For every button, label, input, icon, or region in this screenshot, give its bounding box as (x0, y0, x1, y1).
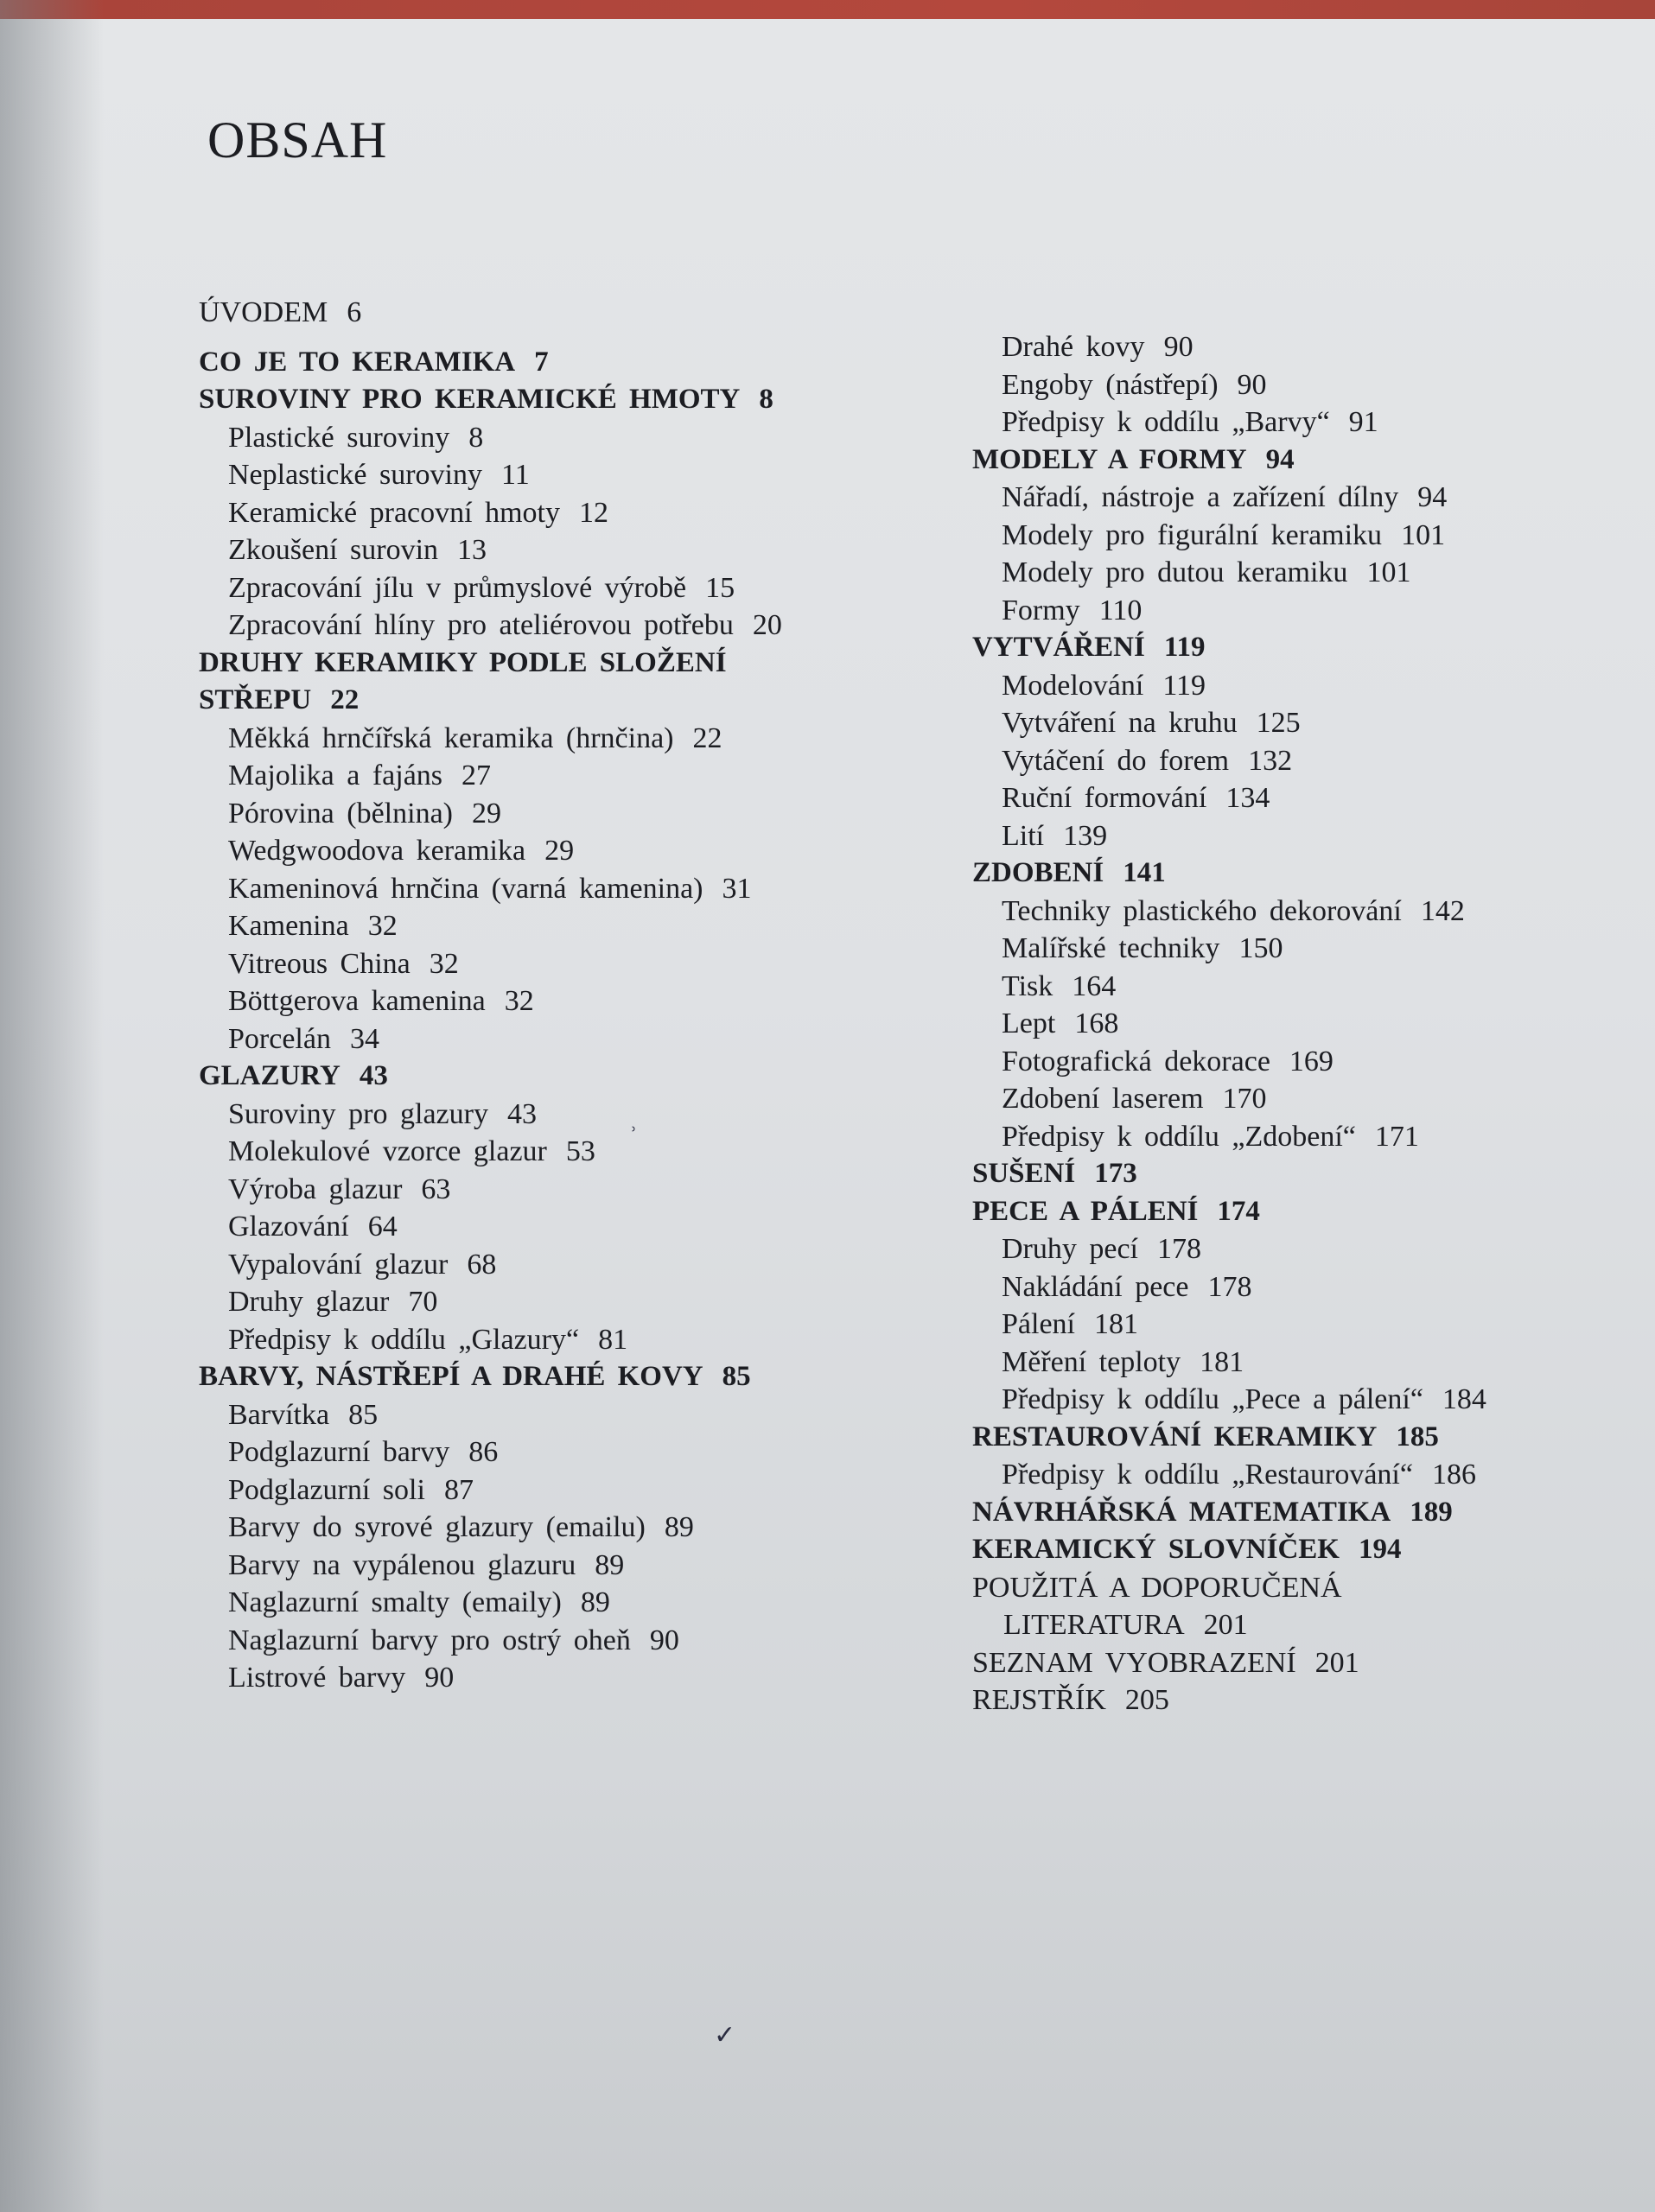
toc-entry (199, 1020, 873, 1058)
toc-entry-page-number: 34 (349, 1022, 379, 1055)
toc-entry-label: Modelování (1002, 669, 1144, 702)
toc-entry (199, 494, 873, 532)
toc-entry-label: Suroviny pro glazury (228, 1097, 488, 1130)
toc-entry (199, 419, 873, 457)
toc-entry-page-number: 89 (664, 1511, 694, 1543)
toc-entry (972, 1456, 1577, 1494)
toc-entry-label: PECE A PÁLENÍ (972, 1195, 1199, 1227)
toc-entry (972, 328, 1577, 366)
toc-entry (199, 1509, 873, 1547)
toc-entry-page-number: 205 (1124, 1684, 1169, 1716)
toc-entry-page-number: 171 (1374, 1120, 1419, 1153)
toc-entry-page-number: 90 (1163, 331, 1194, 363)
toc-entry-label: DRUHY KERAMIKY PODLE SLOŽENÍ (199, 646, 727, 678)
toc-entry-label: Naglazurní smalty (emaily) (228, 1586, 562, 1618)
toc-entry-page-number: 7 (534, 346, 549, 378)
toc-entry-label: SUROVINY PRO KERAMICKÉ HMOTY (199, 384, 741, 415)
toc-entry (972, 1419, 1577, 1457)
toc-entry (199, 832, 873, 870)
toc-entry-page-number: 201 (1314, 1646, 1359, 1679)
toc-entry-page-number: 22 (692, 721, 722, 754)
toc-entry (972, 366, 1577, 404)
toc-entry-page-number: 68 (467, 1248, 497, 1281)
toc-entry (972, 1531, 1577, 1569)
toc-entry (972, 1569, 1577, 1607)
toc-entry (199, 1622, 873, 1660)
toc-entry-page-number: 186 (1431, 1459, 1476, 1491)
toc-entry-label: Pálení (1002, 1308, 1075, 1340)
toc-entry-page-number: 43 (506, 1097, 537, 1130)
toc-entry-page-number: 194 (1358, 1534, 1402, 1565)
toc-entry (199, 1246, 873, 1284)
toc-entry-page-number: 101 (1401, 518, 1446, 551)
toc-entry (972, 442, 1577, 480)
toc-entry (199, 682, 873, 720)
toc-entry-label: RESTAUROVÁNÍ KERAMIKY (972, 1421, 1378, 1452)
toc-entry (972, 479, 1577, 517)
toc-entry-page-number: 20 (752, 609, 782, 641)
toc-entry-page-number: 86 (468, 1436, 499, 1468)
toc-entry-label: Majolika a fajáns (228, 760, 443, 791)
toc-entry (199, 1584, 873, 1622)
toc-entry-label: Předpisy k oddílu „Pece a pálení“ (1002, 1383, 1423, 1415)
toc-entry-page-number: 189 (1410, 1496, 1453, 1528)
toc-entry-page-number: 178 (1157, 1233, 1202, 1265)
toc-entry-label: Ruční formování (1002, 782, 1207, 814)
toc-entry-label: ÚVODEM (199, 296, 328, 328)
toc-entry (972, 1080, 1577, 1118)
toc-entry-page-number: 27 (461, 760, 492, 791)
toc-entry-label: Vytáčení do forem (1002, 744, 1230, 777)
toc-entry (199, 1547, 873, 1585)
toc-entry (972, 1155, 1577, 1193)
toc-entry-label: Barvy na vypálenou glazuru (228, 1548, 576, 1581)
toc-entry-page-number: 184 (1442, 1383, 1486, 1415)
toc-entry-page-number: 63 (421, 1173, 451, 1205)
toc-entry-label: Zpracování jílu v průmyslové výrobě (228, 571, 687, 604)
toc-entry-label: Vytváření na kruhu (1002, 707, 1238, 739)
toc-entry-page-number: 90 (649, 1624, 679, 1656)
toc-entry (972, 592, 1577, 630)
toc-entry-label: Podglazurní barvy (228, 1436, 450, 1468)
toc-entry-page-number: 6 (347, 296, 362, 328)
toc-entry-label: Pórovina (bělnina) (228, 797, 453, 830)
toc-entry-page-number: 87 (443, 1473, 474, 1506)
toc-entry-page-number: 119 (1162, 669, 1206, 702)
toc-entry-page-number: 70 (408, 1286, 438, 1318)
toc-entry-page-number: 91 (1348, 406, 1378, 438)
toc-entry-label: REJSTŘÍK (972, 1684, 1106, 1716)
toc-entry-label: Kameninová hrnčina (varná kamenina) (228, 872, 703, 905)
toc-entry-page-number: 101 (1366, 556, 1411, 588)
toc-entry (199, 1471, 873, 1510)
toc-entry-page-number: 81 (598, 1323, 628, 1356)
toc-entry-label: Druhy pecí (1002, 1233, 1139, 1265)
toc-entry (199, 1133, 873, 1171)
toc-entry (199, 294, 873, 332)
toc-entry-page-number: 110 (1098, 594, 1143, 626)
toc-entry-label: Měkká hrnčířská keramika (hrnčina) (228, 721, 674, 754)
toc-entry (199, 1171, 873, 1209)
toc-entry-label: Engoby (nástřepí) (1002, 368, 1219, 401)
toc-entry-page-number: 201 (1203, 1609, 1248, 1641)
toc-entry (972, 968, 1577, 1006)
toc-entry-page-number: 139 (1063, 819, 1108, 852)
toc-entry (199, 456, 873, 494)
toc-entry (199, 1096, 873, 1134)
toc-entry-page-number: 181 (1093, 1308, 1138, 1340)
toc-entry (199, 907, 873, 945)
pen-tick-mark: ✓ (714, 2021, 736, 2050)
toc-entry (199, 720, 873, 758)
toc-entry (972, 1043, 1577, 1081)
toc-left-column (199, 294, 873, 1697)
toc-entry-page-number: 15 (705, 571, 735, 604)
toc-entry (972, 893, 1577, 931)
toc-entry-label: Lept (1002, 1007, 1056, 1039)
toc-entry-label: GLAZURY (199, 1060, 341, 1091)
toc-entry (972, 1193, 1577, 1231)
toc-entry-label: CO JE TO KERAMIKA (199, 346, 516, 378)
toc-entry (199, 1208, 873, 1246)
toc-entry-page-number: 168 (1074, 1007, 1119, 1039)
toc-entry-label: Barvy do syrové glazury (emailu) (228, 1511, 646, 1543)
pen-mark: ˒ (629, 1110, 638, 1139)
book-cover-edge (0, 0, 1655, 19)
toc-entry (199, 645, 873, 683)
toc-entry-label: Zdobení laserem (1002, 1083, 1204, 1115)
toc-entry-page-number: 119 (1163, 632, 1206, 663)
toc-entry (199, 569, 873, 607)
toc-entry-page-number: 141 (1123, 857, 1166, 888)
toc-entry (199, 344, 873, 382)
page-shadow (0, 0, 104, 2212)
toc-entry (972, 517, 1577, 555)
toc-entry-page-number: 85 (348, 1398, 379, 1431)
toc-entry-page-number: 64 (367, 1211, 398, 1243)
toc-entry (972, 404, 1577, 442)
toc-entry-page-number: 32 (429, 947, 459, 980)
toc-entry-page-number: 181 (1200, 1345, 1244, 1378)
toc-entry-label: Drahé kovy (1002, 331, 1145, 363)
toc-entry-page-number: 185 (1396, 1421, 1439, 1452)
toc-entry (972, 1005, 1577, 1043)
toc-entry (199, 982, 873, 1020)
toc-entry-page-number: 8 (468, 421, 484, 454)
toc-entry (199, 1058, 873, 1096)
toc-entry (972, 1118, 1577, 1156)
toc-entry-label: Neplastické suroviny (228, 459, 482, 491)
toc-entry-label: Modely pro figurální keramiku (1002, 518, 1383, 551)
toc-entry-label: Barvítka (228, 1398, 330, 1431)
toc-entry (972, 1606, 1577, 1644)
toc-entry-label: Molekulové vzorce glazur (228, 1135, 547, 1167)
toc-entry (972, 817, 1577, 855)
toc-entry-page-number: 29 (544, 835, 575, 867)
toc-entry (972, 629, 1577, 667)
toc-entry (972, 1344, 1577, 1382)
toc-entry-page-number: 32 (504, 985, 534, 1017)
toc-entry-page-number: 31 (722, 872, 752, 905)
toc-entry (972, 1230, 1577, 1268)
toc-entry-label: Porcelán (228, 1022, 331, 1055)
toc-entry-label: Modely pro dutou keramiku (1002, 556, 1348, 588)
toc-entry-label: Předpisy k oddílu „Barvy“ (1002, 406, 1330, 438)
toc-entry-label: SEZNAM VYOBRAZENÍ (972, 1646, 1296, 1679)
toc-entry-label: STŘEPU (199, 684, 312, 715)
toc-entry (199, 1396, 873, 1434)
toc-entry (199, 607, 873, 645)
toc-entry (972, 1494, 1577, 1532)
toc-entry-label: Plastické suroviny (228, 421, 450, 454)
toc-entry-page-number: 11 (501, 459, 530, 491)
toc-entry (972, 1381, 1577, 1419)
toc-entry-label: Naglazurní barvy pro ostrý oheň (228, 1624, 631, 1656)
toc-entry (972, 704, 1577, 742)
toc-entry (972, 1681, 1577, 1719)
toc-entry-page-number: 85 (722, 1361, 751, 1392)
toc-entry-page-number: 173 (1094, 1158, 1137, 1189)
toc-entry-label: Druhy glazur (228, 1286, 390, 1318)
toc-entry-label: ZDOBENÍ (972, 857, 1104, 888)
toc-entry-label: Lití (1002, 819, 1045, 852)
toc-entry-page-number: 134 (1225, 782, 1270, 814)
toc-entry-label: Formy (1002, 594, 1080, 626)
toc-entry-page-number: 12 (578, 496, 608, 529)
toc-entry (972, 742, 1577, 780)
toc-entry-page-number: 94 (1265, 443, 1295, 475)
toc-entry (972, 1306, 1577, 1344)
toc-entry-label: KERAMICKÝ SLOVNÍČEK (972, 1534, 1340, 1565)
toc-entry-label: Vypalování glazur (228, 1248, 449, 1281)
toc-entry (199, 870, 873, 908)
toc-entry-label: Výroba glazur (228, 1173, 403, 1205)
toc-entry (972, 1268, 1577, 1306)
toc-entry-label: BARVY, NÁSTŘEPÍ A DRAHÉ KOVY (199, 1361, 703, 1392)
toc-entry-page-number: 13 (457, 534, 487, 566)
toc-entry-page-number: 169 (1289, 1045, 1334, 1077)
toc-entry (199, 757, 873, 795)
toc-entry-label: Tisk (1002, 969, 1053, 1002)
toc-entry-label: LITERATURA (1003, 1609, 1185, 1641)
toc-entry-page-number: 94 (1417, 481, 1448, 513)
toc-entry (199, 1321, 873, 1359)
toc-entry (199, 1283, 873, 1321)
toc-entry-label: Listrové barvy (228, 1662, 406, 1694)
toc-right-column (972, 328, 1577, 1719)
toc-entry (199, 1433, 873, 1471)
toc-entry-label: Keramické pracovní hmoty (228, 496, 560, 529)
toc-entry-label: Zkoušení surovin (228, 534, 439, 566)
toc-entry-page-number: 32 (367, 910, 398, 942)
toc-entry-label: Fotografická dekorace (1002, 1045, 1270, 1077)
toc-entry (199, 381, 873, 419)
toc-entry-label: Nakládání pece (1002, 1270, 1189, 1303)
toc-entry-label: Wedgwoodova keramika (228, 835, 526, 867)
toc-entry-label: POUŽITÁ A DOPORUČENÁ (972, 1571, 1342, 1604)
toc-entry-page-number: 8 (759, 384, 773, 415)
toc-entry (972, 855, 1577, 893)
toc-entry-label: Předpisy k oddílu „Glazury“ (228, 1323, 580, 1356)
toc-entry-page-number: 178 (1207, 1270, 1252, 1303)
toc-entry-page-number: 164 (1072, 969, 1117, 1002)
toc-entry-label: SUŠENÍ (972, 1158, 1076, 1189)
toc-entry-label: Kamenina (228, 910, 349, 942)
toc-entry-page-number: 125 (1256, 707, 1301, 739)
toc-entry-label: Böttgerova kamenina (228, 985, 486, 1017)
toc-entry-label: Malířské techniky (1002, 932, 1220, 964)
toc-entry-page-number: 170 (1222, 1083, 1267, 1115)
toc-entry (972, 1644, 1577, 1682)
toc-entry (199, 1659, 873, 1697)
toc-entry-label: Zpracování hlíny pro ateliérovou potřebu (228, 609, 734, 641)
toc-entry-label: VYTVÁŘENÍ (972, 632, 1145, 663)
toc-entry (199, 945, 873, 983)
toc-entry (199, 1358, 873, 1396)
toc-entry-label: MODELY A FORMY (972, 443, 1247, 475)
toc-entry-page-number: 90 (424, 1662, 455, 1694)
toc-entry-label: Podglazurní soli (228, 1473, 425, 1506)
toc-entry-label: Nářadí, nástroje a zařízení dílny (1002, 481, 1399, 513)
toc-entry (972, 554, 1577, 592)
toc-entry-label: Předpisy k oddílu „Restaurování“ (1002, 1459, 1413, 1491)
toc-entry-page-number: 90 (1237, 368, 1267, 401)
toc-entry-page-number: 174 (1217, 1195, 1260, 1227)
toc-entry-label: Glazování (228, 1211, 349, 1243)
toc-entry-page-number: 89 (580, 1586, 610, 1618)
toc-entry-label: Předpisy k oddílu „Zdobení“ (1002, 1120, 1356, 1153)
toc-entry-page-number: 89 (595, 1548, 625, 1581)
toc-entry-label: Měření teploty (1002, 1345, 1181, 1378)
toc-entry-page-number: 22 (330, 684, 360, 715)
toc-entry (199, 531, 873, 569)
toc-entry-page-number: 43 (359, 1060, 388, 1091)
toc-entry-label: Techniky plastického dekorování (1002, 894, 1402, 927)
toc-entry (972, 779, 1577, 817)
toc-entry-page-number: 132 (1248, 744, 1293, 777)
toc-entry-page-number: 29 (472, 797, 501, 830)
toc-entry-page-number: 150 (1238, 932, 1283, 964)
toc-entry-label: NÁVRHÁŘSKÁ MATEMATIKA (972, 1496, 1391, 1528)
toc-entry (199, 795, 873, 833)
toc-entry-label: Vitreous China (228, 947, 411, 980)
toc-entry (972, 667, 1577, 705)
toc-entry (972, 930, 1577, 968)
toc-entry-page-number: 142 (1420, 894, 1465, 927)
toc-entry-page-number: 53 (565, 1135, 595, 1167)
page-title: OBSAH (207, 111, 388, 168)
